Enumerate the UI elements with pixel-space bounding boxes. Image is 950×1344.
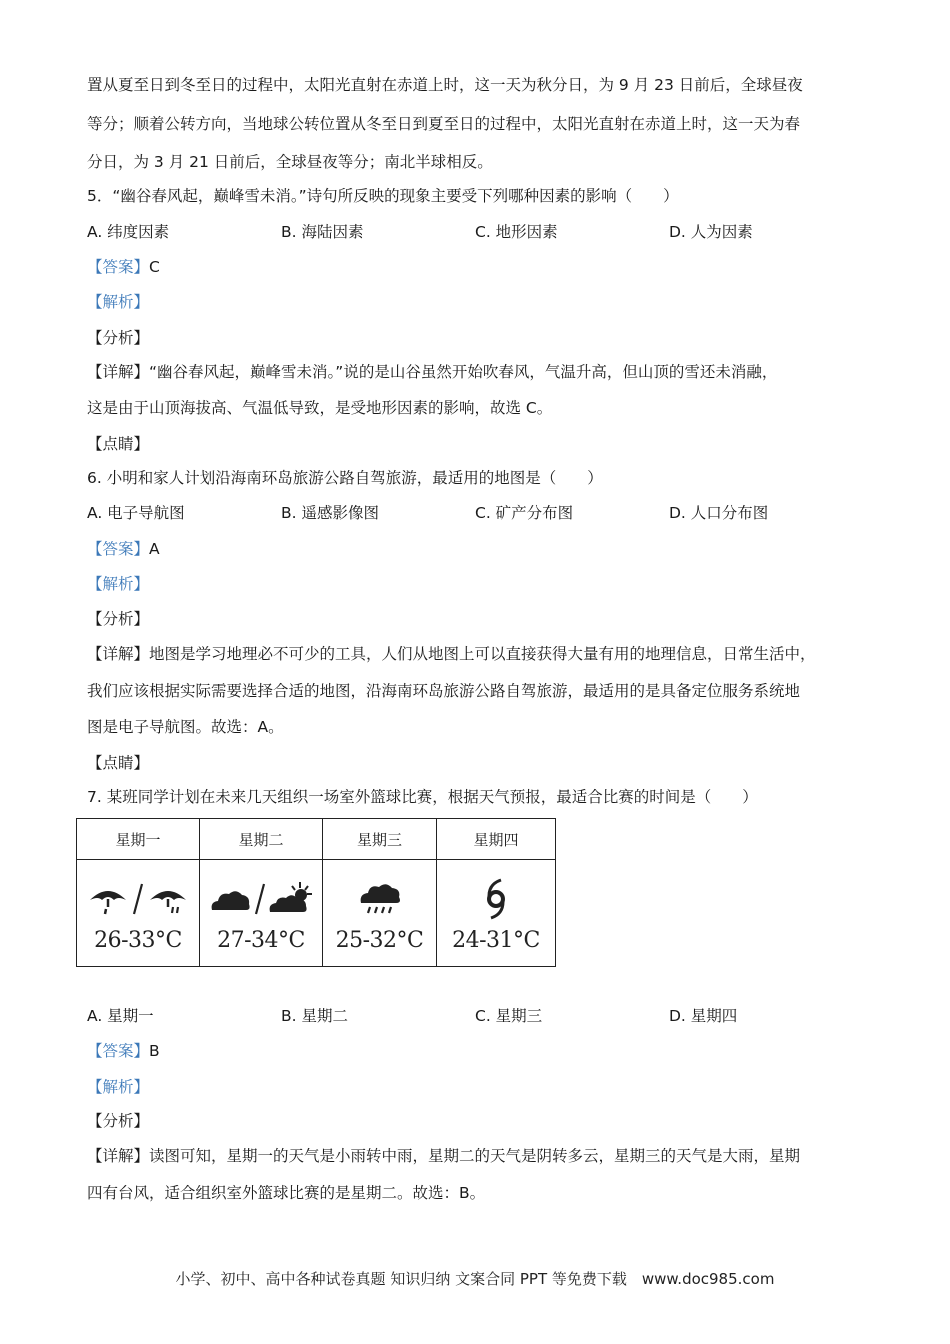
q7-fenxi: 【分析】 [87,1112,150,1130]
q5-option-d: D. 人为因素 [669,223,753,241]
q6-option-a: A. 电子导航图 [87,504,185,522]
q6-detail-line-2: 我们应该根据实际需要选择合适的地图，沿海南环岛旅游公路自驾旅游，最适用的是具备定位服务系统地 [87,682,801,700]
answer-value: A [149,540,160,558]
detail-tag: 【详解】 [87,363,150,381]
q7-detail [87,1145,800,1167]
q7-option-b: B. 星期二 [281,1007,348,1025]
q5-option-b: B. 海陆因素 [281,223,364,241]
question-5-stem: 5．“幽谷春风起，巅峰雪未消。”诗句所反映的现象主要受下列哪种因素的影响（ ） [87,187,679,205]
page-footer: 小学、初中、高中各种试卷真题 知识归纳 文案合同 PPT 等免费下载 www.doc985.com [175,1270,775,1288]
answer-tag: 【答案】 [87,1042,150,1060]
detail-tag: 【详解】 [87,1147,150,1165]
q5-detail-line-2: 这是由于山顶海拔高、气温低导致，是受地形因素的影响，故选 C。 [87,399,553,417]
weather-cell-tuesday [200,860,323,967]
slash-separator [254,880,266,918]
question-7-stem: 7. 某班同学计划在未来几天组织一场室外篮球比赛，根据天气预报，最适合比赛的时间是（ ） [87,788,758,806]
answer-tag: 【答案】 [87,540,150,558]
q5-detail [87,361,777,383]
q7-answer [87,1040,160,1062]
q5-analysis-tag: 【解析】 [87,293,150,311]
moderate-rain-icon [146,880,190,918]
answer-value: C [149,258,160,276]
q6-dianjing: 【点睛】 [87,754,150,772]
weather-cell-wednesday [323,860,437,967]
weather-cell-thursday [437,860,556,967]
day-header-tuesday: 星期二 [200,819,323,860]
heavy-rain-icon [357,879,403,919]
day-header-monday: 星期一 [77,819,200,860]
q7-option-c: C. 星期三 [475,1007,543,1025]
overcast-icon [208,880,252,918]
q6-detail [87,643,816,665]
q5-dianjing: 【点睛】 [87,435,150,453]
weather-cell-monday [77,860,200,967]
q6-option-d: D. 人口分布图 [669,504,769,522]
q6-fenxi: 【分析】 [87,610,150,628]
paragraph-line: 分日，为 3 月 21 日前后，全球昼夜等分；南北半球相反。 [87,153,493,171]
temperature-thursday: 24-31°C [452,927,540,953]
detail-text: 地图是学习地理必不可少的工具，人们从地图上可以直接获得大量有用的地理信息，日常生活中， [149,645,816,663]
question-6-stem: 6. 小明和家人计划沿海南环岛旅游公路自驾旅游，最适用的地图是（ ） [87,469,603,487]
q7-option-a: A. 星期一 [87,1007,154,1025]
detail-text: “幽谷春风起，巅峰雪未消。”说的是山谷虽然开始吹春风，气温升高，但山顶的雪还未消融， [149,363,778,381]
q6-answer [87,538,160,560]
q6-detail-line-3: 图是电子导航图。故选：A。 [87,718,284,736]
typhoon-icon [481,878,511,920]
day-header-thursday: 星期四 [437,819,556,860]
q6-option-c: C. 矿产分布图 [475,504,574,522]
weather-forecast-table [76,818,556,967]
slash-separator [132,880,144,918]
q6-analysis-tag: 【解析】 [87,575,150,593]
temperature-tuesday: 27-34°C [217,927,305,953]
q6-option-b: B. 遥感影像图 [281,504,379,522]
temperature-monday: 26-33°C [94,927,182,953]
day-header-wednesday: 星期三 [323,819,437,860]
temperature-wednesday: 25-32°C [335,927,424,953]
detail-text: 读图可知，星期一的天气是小雨转中雨，星期二的天气是阴转多云，星期三的天气是大雨，星期 [149,1147,801,1165]
q7-option-d: D. 星期四 [669,1007,738,1025]
cloudy-icon [268,880,314,918]
answer-tag: 【答案】 [87,258,150,276]
q5-fenxi: 【分析】 [87,329,150,347]
paragraph-line: 等分；顺着公转方向，当地球公转位置从冬至日到夏至日的过程中，太阳光直射在赤道上时，这一天为春 [87,115,801,133]
q7-analysis-tag: 【解析】 [87,1078,150,1096]
q5-answer [87,256,160,278]
q7-detail-line-2: 四有台风，适合组织室外篮球比赛的是星期二。故选：B。 [87,1184,486,1202]
answer-value: B [149,1042,160,1060]
q5-option-a: A. 纬度因素 [87,223,170,241]
q5-option-c: C. 地形因素 [475,223,558,241]
light-rain-icon [86,880,130,918]
paragraph-line: 置从夏至日到冬至日的过程中，太阳光直射在赤道上时，这一天为秋分日，为 9 月 23 日前后，全球昼夜 [87,76,803,94]
detail-tag: 【详解】 [87,645,150,663]
